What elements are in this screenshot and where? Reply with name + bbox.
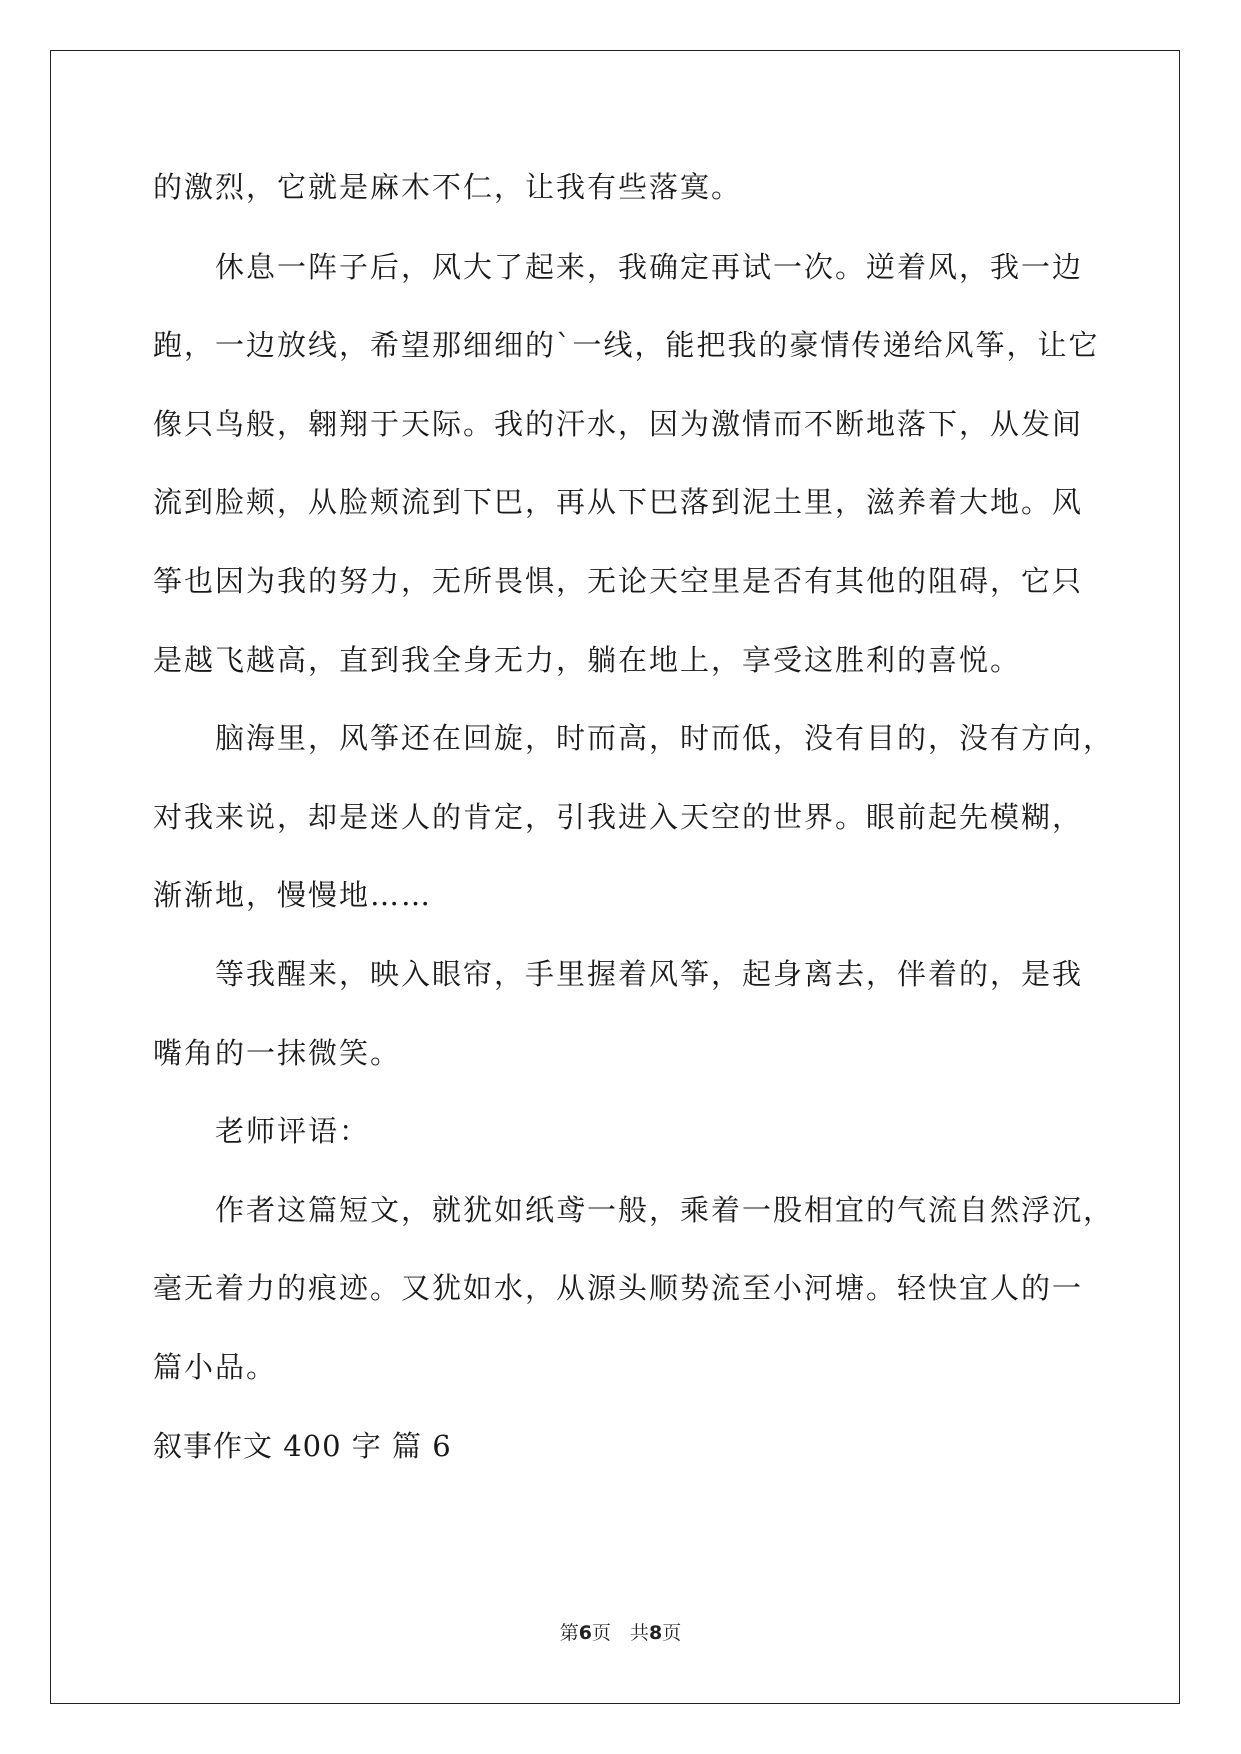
paragraph-line: 对我来说，却是迷人的肯定，引我进入天空的世界。眼前起先模糊， [153, 800, 1084, 834]
total-pages-number: 8 [649, 1622, 663, 1644]
section-heading: 叙事作文 400 字 篇 6 [153, 1429, 452, 1463]
paragraph-line: 作者这篇短文，就犹如纸鸢一般，乘着一股相宜的气流自然浮沉， [153, 1193, 1115, 1227]
current-page-number: 6 [578, 1622, 592, 1644]
paragraph-line: 流到脸颊，从脸颊流到下巴，再从下巴落到泥土里，滋养着大地。风 [153, 485, 1084, 519]
paragraph-line: 跑，一边放线，希望那细细的`一线，能把我的豪情传递给风筝，让它 [153, 328, 1100, 362]
paragraph-line: 脑海里，风筝还在回旋，时而高，时而低，没有目的，没有方向， [153, 721, 1115, 755]
paragraph-line: 筝也因为我的努力，无所畏惧，无论天空里是否有其他的阻碍，它只 [153, 564, 1084, 598]
footer-suffix: 页 [662, 1622, 682, 1644]
paragraph-line: 渐渐地，慢慢地…… [153, 878, 433, 912]
paragraph-line: 毫无着力的痕迹。又犹如水，从源头顺势流至小河塘。轻快宜人的一 [153, 1271, 1084, 1305]
footer-middle: 页 共 [591, 1622, 649, 1644]
paragraph-line: 休息一阵子后，风大了起来，我确定再试一次。逆着风，我一边 [153, 250, 1084, 284]
page-footer [0, 1622, 1241, 1644]
paragraph-line: 等我醒来，映入眼帘，手里握着风筝，起身离去，伴着的，是我 [153, 957, 1084, 991]
footer-prefix: 第 [559, 1622, 579, 1644]
paragraph-line: 老师评语： [153, 1114, 371, 1148]
paragraph-line: 嘴角的一抹微笑。 [153, 1036, 402, 1070]
paragraph-line: 是越飞越高，直到我全身无力，躺在地上，享受这胜利的喜悦。 [153, 643, 1022, 677]
paragraph-line: 像只鸟般，翱翔于天际。我的汗水，因为激情而不断地落下，从发间 [153, 407, 1084, 441]
paragraph-line: 篇小品。 [153, 1350, 278, 1384]
paragraph-line: 的激烈，它就是麻木不仁，让我有些落寞。 [153, 170, 743, 204]
